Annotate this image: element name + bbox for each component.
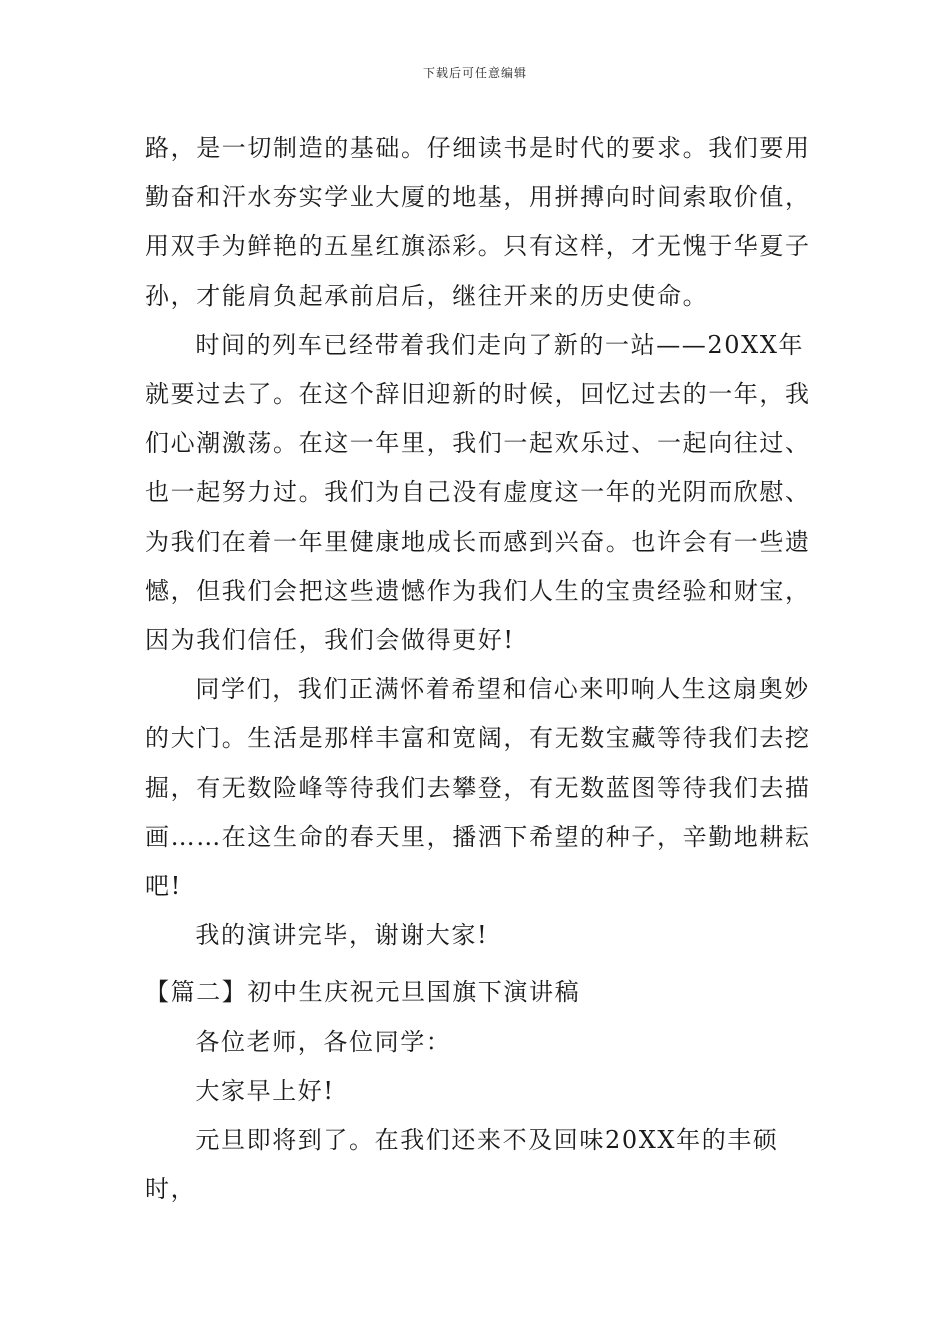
page-header: 下载后可任意编辑: [422, 66, 527, 80]
section-heading: 【篇二】初中生庆祝元旦国旗下演讲稿: [145, 978, 581, 1007]
paragraph-hope: 同学们，我们正满怀着希望和信心来叩响人生这扇奥妙的大门。生活是那样丰富和宽阔，有无数宝藏等待我们去挖掘，有无数险峰等待我们去攀登，有无数蓝图等待我们去描画……在这生命的春天里，播洒下希望的种子，辛勤地耕耘吧!: [145, 675, 811, 901]
paragraph-continuation: 路，是一切制造的基础。仔细读书是时代的要求。我们要用勤奋和汗水夯实学业大厦的地基，用拼搏向时间索取价值，用双手为鲜艳的五星红旗添彩。只有这样，才无愧于华夏子孙，才能肩负起承前启后，继往开来的历史使命。: [145, 134, 811, 310]
section-salutation: 大家早上好!: [195, 1076, 335, 1105]
section-opening: 元旦即将到了。在我们还来不及回味20XX年的丰硕时，: [145, 1126, 779, 1204]
paragraph-year-review: 时间的列车已经带着我们走向了新的一站——20XX年就要过去了。在这个辞旧迎新的时候，回忆过去的一年，我们心潮激荡。在这一年里，我们一起欢乐过、一起向往过、也一起努力过。我们为自己没有虚度这一年的光阴而欣慰、为我们在着一年里健康地成长而感到兴奋。也许会有一些遗憾，但我们会把这些遗憾作为我们人生的宝贵经验和财宝，因为我们信任，我们会做得更好!: [145, 330, 811, 655]
paragraph-closing: 我的演讲完毕，谢谢大家!: [195, 921, 489, 950]
section-greeting: 各位老师，各位同学：: [195, 1027, 452, 1056]
document-body: [145, 124, 813, 1214]
